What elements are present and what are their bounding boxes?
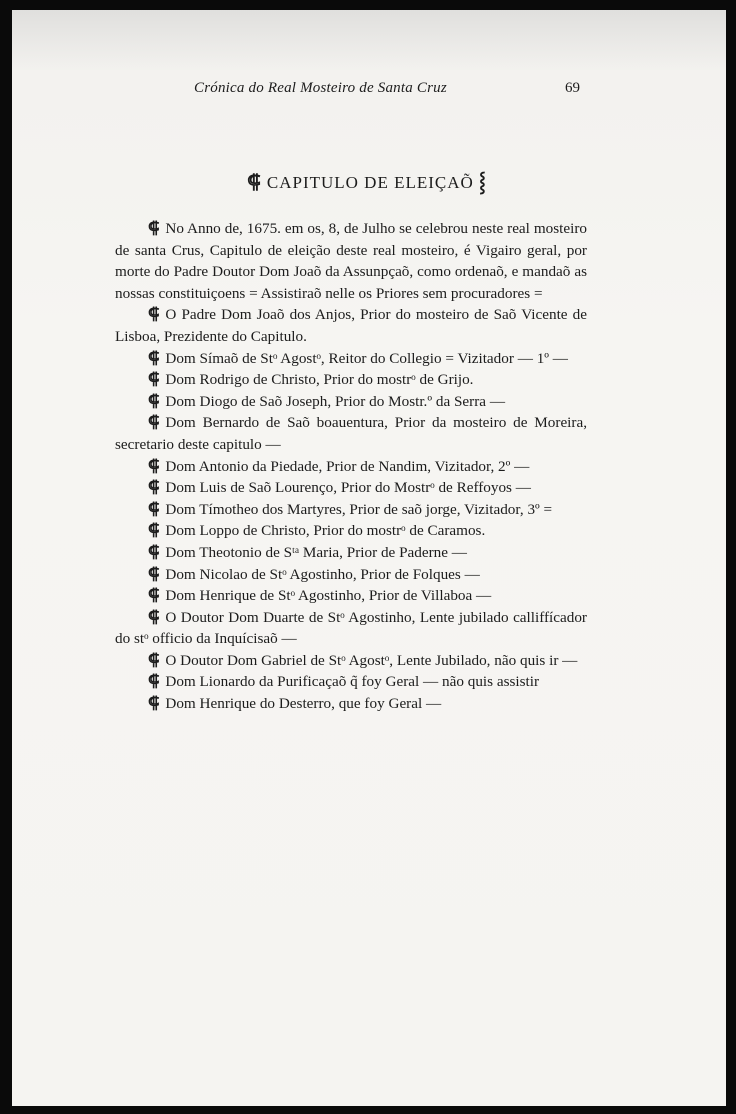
paragraph-text: Dom Theotonio de Sᵗᵃ Maria, Prior de Paderne — — [165, 543, 467, 561]
paragraph — [115, 348, 587, 370]
paragraph — [115, 499, 587, 521]
paragraph — [115, 650, 587, 672]
document-page — [12, 10, 726, 1106]
paragraph — [115, 564, 587, 586]
paragraph — [115, 369, 587, 391]
paragraph-mark-icon: ⸿ — [148, 673, 160, 691]
paragraph — [115, 391, 587, 413]
paragraph-mark-icon: ⸿ — [148, 306, 160, 324]
paragraph — [115, 477, 587, 499]
paragraph-text: Dom Antonio da Piedade, Prior de Nandim, Vizitador, 2º — — [165, 457, 530, 475]
paragraph — [115, 607, 587, 650]
paragraph-text: Dom Diogo de Saõ Joseph, Prior do Mostr.º da Serra — — [165, 392, 506, 410]
paragraph-text: O Doutor Dom Gabriel de Stᵒ Agostᵒ, Lente Jubilado, não quis ir — — [165, 651, 578, 669]
paragraph-mark-icon: ⸿ — [148, 543, 160, 561]
paragraph-mark-icon: ⸿ — [148, 349, 160, 367]
paragraph-text: Dom Henrique do Desterro, que foy Geral — — [165, 695, 442, 713]
paragraph-mark-icon: ⸿ — [148, 414, 160, 432]
paragraph — [115, 693, 587, 715]
paragraph — [115, 412, 587, 455]
paragraph-mark-icon: ⸿ — [148, 479, 160, 497]
chapter-heading — [202, 168, 532, 194]
paragraph — [115, 456, 587, 478]
paragraph — [115, 585, 587, 607]
paragraph — [115, 304, 587, 347]
paragraph-text: Dom Tímotheo dos Martyres, Prior de saõ jorge, Vizitador, 3º = — [165, 500, 553, 518]
page-shadow — [12, 10, 726, 70]
paragraph-text: O Padre Dom Joaõ dos Anjos, Prior do mosteiro de Saõ Vicente de Lisboa, Prezidente do Capitulo. — [115, 306, 587, 345]
paragraph-mark-icon: ⸿ — [148, 565, 160, 583]
paragraph-mark-icon: ⸿ — [247, 172, 262, 193]
paragraph-mark-icon: ⸿ — [148, 457, 160, 475]
paragraph-mark-icon: ⸿ — [148, 392, 160, 410]
chapter-title: CAPITULO DE ELEIÇAÕ — [266, 173, 474, 192]
paragraph-mark-icon: ⸿ — [148, 500, 160, 518]
paragraph — [115, 671, 587, 693]
paragraph-text: No Anno de, 1675. em os, 8, de Julho se celebrou neste real mosteiro de santa Crus, Capitulo de eleição deste real mosteiro, é Vigairo geral, por morte do Padre Doutor Dom Joaõ da Assunpçaõ, como ordenaõ, e mandaõ as nossas constituiçoens = Assistiraõ nelle os Priores sem procuradores = — [115, 220, 587, 302]
paragraph-text: Dom Rodrigo de Christo, Prior do mostrᵒ de Grijo. — [165, 371, 474, 389]
paragraph-mark-icon: ⸿ — [148, 695, 160, 713]
paragraph — [115, 542, 587, 564]
paragraph-text: Dom Loppo de Christo, Prior do mostrᵒ de Caramos. — [165, 522, 486, 540]
paragraph-mark-icon: ⸿ — [148, 608, 160, 626]
page-number: 69 — [565, 80, 580, 96]
paragraph-text: Dom Símaõ de Stᵒ Agostᵒ, Reitor do Collegio = Vizitador — 1º — — [165, 349, 568, 367]
paragraph-text: Dom Bernardo de Saõ boauentura, Prior da mosteiro de Moreira, secretario deste capitulo — — [115, 414, 587, 453]
paragraph — [115, 218, 587, 304]
paragraph — [115, 520, 587, 542]
paragraph-mark-icon: ⸿ — [148, 522, 160, 540]
paragraph-text: Dom Lionardo da Purificaçaõ q̃ foy Geral — não quis assistir — [165, 673, 540, 691]
paragraph-mark-close-icon: ⸾ — [479, 172, 487, 193]
paragraph-text: Dom Henrique de Stᵒ Agostinho, Prior de Villaboa — — [165, 587, 492, 605]
body-text — [115, 218, 587, 715]
paragraph-mark-icon: ⸿ — [148, 587, 160, 605]
paragraph-text: O Doutor Dom Duarte de Stᵒ Agostinho, Lente jubilado calliffícador do stᵒ officio da Inquícisaõ — — [115, 608, 587, 648]
paragraph-mark-icon: ⸿ — [148, 651, 160, 669]
paragraph-text: Dom Nicolao de Stᵒ Agostinho, Prior de Folques — — [165, 565, 480, 583]
running-title: Crónica do Real Mosteiro de Santa Cruz — [194, 80, 447, 96]
paragraph-text: Dom Luis de Saõ Lourenço, Prior do Mostrᵒ de Reffoyos — — [165, 479, 531, 497]
paragraph-mark-icon: ⸿ — [148, 220, 160, 237]
paragraph-mark-icon: ⸿ — [148, 371, 160, 389]
